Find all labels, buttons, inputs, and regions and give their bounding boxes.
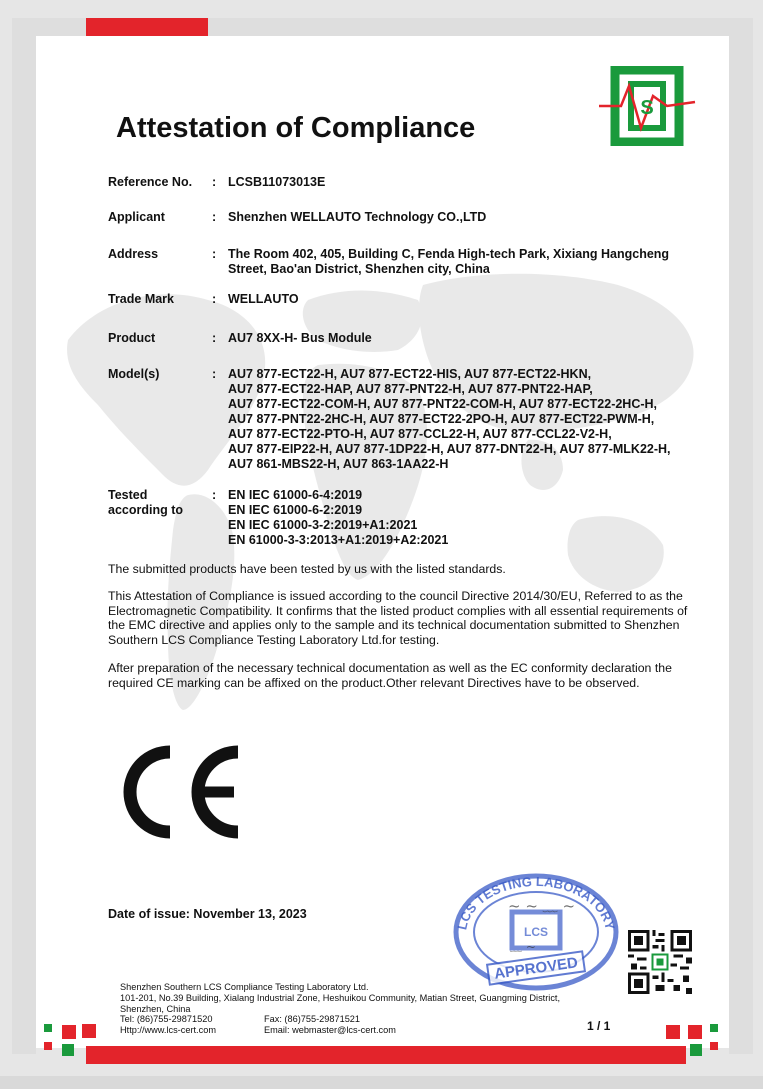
footer-website-link[interactable]: Http://www.lcs-cert.com (120, 1025, 216, 1036)
paragraph-ce-marking: After preparation of the necessary technical documentation as well as the EC conformity declaration the required CE marking can be affixed on the product.Other relevant Directives have to be observed. (108, 661, 672, 690)
frame-right-border (729, 18, 753, 1054)
field-value (228, 488, 708, 548)
field-colon: : (212, 488, 217, 502)
standard-line: EN IEC 61000-6-4:2019 (228, 488, 363, 502)
field-label-line: according to (108, 503, 184, 517)
model-line: AU7 877-ECT22-COM-H, AU7 877-PNT22-COM-H, AU7 877-ECT22-2HC-H, (228, 397, 658, 411)
ce-mark-logo (114, 744, 244, 840)
svg-text:S: S (640, 97, 654, 119)
corner-square (44, 1024, 52, 1032)
page-number: 1 / 1 (587, 1019, 611, 1033)
corner-square (710, 1042, 718, 1050)
footer-company: Shenzhen Southern LCS Compliance Testing Laboratory Ltd. (120, 982, 369, 992)
field-value: LCSB11073013E (228, 175, 326, 189)
corner-square (62, 1044, 74, 1056)
approved-stamp (452, 872, 620, 992)
field-label: Product (108, 331, 156, 345)
footer-contact (120, 982, 600, 1036)
field-value: The Room 402, 405, Building C, Fenda High-tech Park, Xixiang Hangcheng Street, Bao'an District, Shenzhen city, China (228, 247, 670, 276)
footer-phone-row (120, 1014, 600, 1025)
field-value: Shenzhen WELLAUTO Technology CO.,LTD (228, 210, 487, 224)
field-colon: : (212, 210, 217, 224)
field-colon: : (212, 367, 217, 381)
document-title: Attestation of Compliance (116, 112, 476, 144)
field-colon: : (212, 247, 217, 261)
signature-scribble: ~ ~ ﹏ ~ (508, 897, 576, 915)
field-value: WELLAUTO (228, 292, 299, 306)
qr-code (628, 930, 692, 994)
model-line: AU7 861-MBS22-H, AU7 863-1AA22-H (228, 457, 449, 471)
field-label (108, 488, 208, 518)
field-label: Address (108, 247, 159, 261)
footer-email-link[interactable]: Email: webmaster@lcs-cert.com (264, 1025, 396, 1036)
frame-left-border (12, 18, 36, 1054)
corner-square (44, 1042, 52, 1050)
paragraph-tested: The submitted products have been tested by us with the listed standards. (108, 562, 506, 576)
field-value (228, 367, 708, 472)
footer-fax: Fax: (86)755-29871521 (264, 1014, 361, 1025)
field-label: Trade Mark (108, 292, 175, 306)
corner-square (666, 1025, 680, 1039)
standard-line: EN 61000-3-3:2013+A1:2019+A2:2021 (228, 533, 449, 547)
stamp-approved-text: APPROVED (493, 954, 579, 983)
standard-line: EN IEC 61000-3-2:2019+A1:2021 (228, 518, 418, 532)
model-line: AU7 877-PNT22-2HC-H, AU7 877-ECT22-2PO-H, AU7 877-ECT22-PWM-H, (228, 412, 655, 426)
lcs-logo (597, 66, 697, 146)
date-of-issue: Date of issue: November 13, 2023 (108, 907, 307, 921)
model-line: AU7 877-ECT22-HAP, AU7 877-PNT22-H, AU7 877-PNT22-HAP, (228, 382, 593, 396)
field-colon: : (212, 331, 217, 345)
footer-tel: Tel: (86)755-29871520 (120, 1014, 213, 1025)
signature-scribble: ﹏ ~ (510, 940, 536, 954)
field-label: Reference No. (108, 175, 193, 189)
model-line: AU7 877-ECT22-H, AU7 877-ECT22-HIS, AU7 877-ECT22-HKN, (228, 367, 592, 381)
model-line: AU7 877-ECT22-PTO-H, AU7 877-CCL22-H, AU7 877-CCL22-V2-H, (228, 427, 612, 441)
field-label: Applicant (108, 210, 165, 224)
field-colon: : (212, 292, 217, 306)
field-label: Model(s) (108, 367, 160, 381)
footer-web-row (120, 1025, 600, 1036)
footer-address: 101-201, No.39 Building, Xialang Industrial Zone, Heshuikou Community, Matian Street, Guangming District, Shenzhen, China (120, 992, 561, 1014)
field-colon: : (212, 175, 217, 189)
corner-square (710, 1024, 718, 1032)
paragraph-directive: This Attestation of Compliance is issued according to the council Directive 2014/30/EU, Referred to as the Electromagnetic Compatibility. It confirms that the listed product complies with all essential requirements of the EMC directive and applies only to the sample and its technical documentation submitted to Shenzhen Southern LCS Compliance Testing Laboratory Ltd.for testing. (108, 589, 688, 647)
field-label-line: Tested (108, 488, 148, 502)
corner-square (62, 1025, 76, 1039)
field-value: AU7 8XX-H- Bus Module (228, 331, 372, 345)
corner-square (82, 1024, 96, 1038)
model-line: AU7 877-EIP22-H, AU7 877-1DP22-H, AU7 877-DNT22-H, AU7 877-MLK22-H, (228, 442, 671, 456)
top-red-bar (86, 18, 208, 36)
corner-square (690, 1044, 702, 1056)
corner-square (688, 1025, 702, 1039)
bottom-red-bar (86, 1046, 686, 1064)
bottom-grey-strip (0, 1076, 763, 1089)
stamp-top-text: LCS TESTING LABORATORY (454, 873, 618, 932)
standard-line: EN IEC 61000-6-2:2019 (228, 503, 363, 517)
stamp-center-text: LCS (524, 925, 548, 939)
